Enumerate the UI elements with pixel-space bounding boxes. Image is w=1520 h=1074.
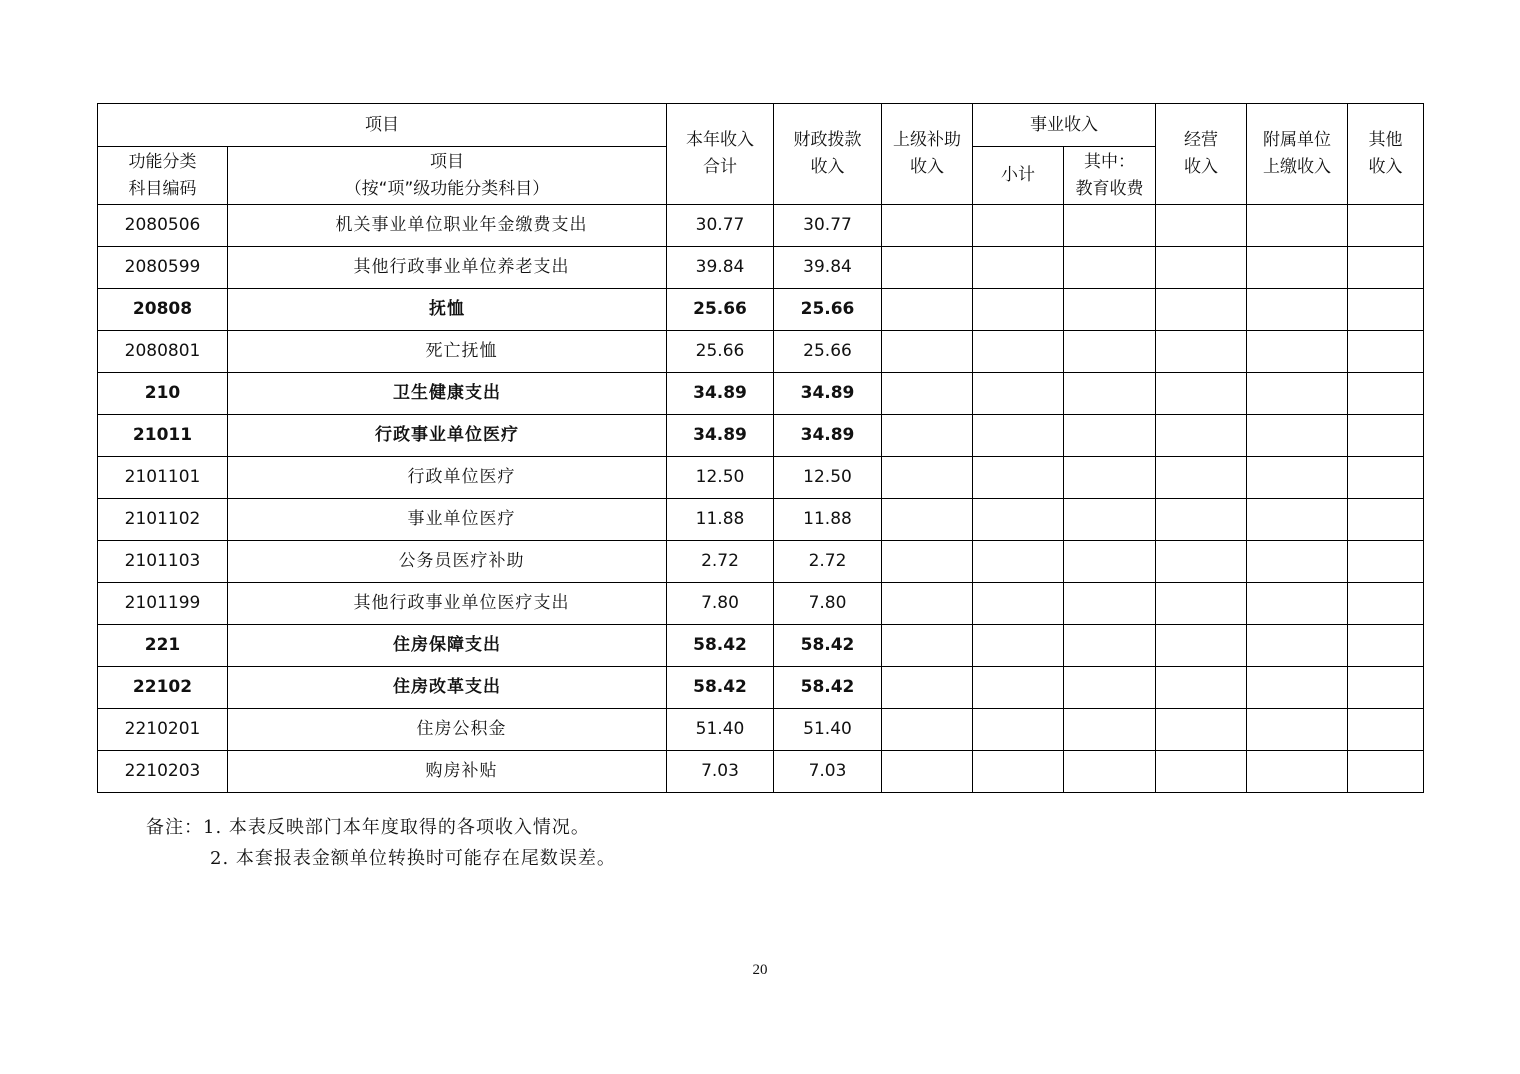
cell-name: 事业单位医疗	[228, 499, 667, 541]
cell-name: 机关事业单位职业年金缴费支出	[228, 205, 667, 247]
table-row	[98, 457, 1424, 499]
cell-code: 2210203	[98, 751, 228, 793]
header-fiscal-allocation: 财政拨款 收入	[774, 104, 882, 205]
cell-subtotal	[973, 247, 1064, 289]
cell-affiliated-units	[1247, 667, 1348, 709]
header-affiliated-units: 附属单位 上缴收入	[1247, 104, 1348, 205]
cell-affiliated-units	[1247, 289, 1348, 331]
cell-name: 住房保障支出	[228, 625, 667, 667]
cell-affiliated-units	[1247, 205, 1348, 247]
cell-subtotal	[973, 457, 1064, 499]
cell-fiscal-allocation: 58.42	[774, 625, 882, 667]
cell-subtotal	[973, 499, 1064, 541]
cell-subtotal	[973, 331, 1064, 373]
cell-superior-subsidy	[882, 373, 973, 415]
cell-subtotal	[973, 373, 1064, 415]
cell-education-fees	[1064, 247, 1156, 289]
cell-code: 221	[98, 625, 228, 667]
cell-name: 行政事业单位医疗	[228, 415, 667, 457]
cell-operating-income	[1156, 583, 1247, 625]
cell-fiscal-allocation: 34.89	[774, 373, 882, 415]
table-row	[98, 667, 1424, 709]
table-row	[98, 499, 1424, 541]
cell-name: 抚恤	[228, 289, 667, 331]
cell-name: 公务员医疗补助	[228, 541, 667, 583]
cell-education-fees	[1064, 499, 1156, 541]
cell-superior-subsidy	[882, 205, 973, 247]
table-row	[98, 541, 1424, 583]
table-row	[98, 331, 1424, 373]
cell-name: 住房改革支出	[228, 667, 667, 709]
table-body	[98, 205, 1424, 793]
cell-fiscal-allocation: 39.84	[774, 247, 882, 289]
note-line-1: 备注：1. 本表反映部门本年度取得的各项收入情况。	[146, 817, 590, 838]
header-business-income: 事业收入	[973, 104, 1156, 147]
header-total-income: 本年收入 合计	[667, 104, 774, 205]
cell-subtotal	[973, 751, 1064, 793]
cell-other-income	[1348, 541, 1424, 583]
header-project: 项目	[98, 104, 667, 147]
cell-total-income: 25.66	[667, 289, 774, 331]
cell-code: 2210201	[98, 709, 228, 751]
cell-education-fees	[1064, 625, 1156, 667]
cell-superior-subsidy	[882, 331, 973, 373]
table-row	[98, 751, 1424, 793]
cell-total-income: 2.72	[667, 541, 774, 583]
cell-fiscal-allocation: 7.80	[774, 583, 882, 625]
cell-total-income: 30.77	[667, 205, 774, 247]
cell-total-income: 25.66	[667, 331, 774, 373]
cell-subtotal	[973, 625, 1064, 667]
cell-operating-income	[1156, 667, 1247, 709]
cell-education-fees	[1064, 457, 1156, 499]
cell-name: 行政单位医疗	[228, 457, 667, 499]
cell-fiscal-allocation: 7.03	[774, 751, 882, 793]
cell-superior-subsidy	[882, 457, 973, 499]
cell-affiliated-units	[1247, 499, 1348, 541]
cell-code: 20808	[98, 289, 228, 331]
cell-other-income	[1348, 499, 1424, 541]
cell-subtotal	[973, 205, 1064, 247]
cell-total-income: 34.89	[667, 373, 774, 415]
cell-education-fees	[1064, 751, 1156, 793]
cell-superior-subsidy	[882, 499, 973, 541]
cell-affiliated-units	[1247, 247, 1348, 289]
cell-other-income	[1348, 667, 1424, 709]
cell-operating-income	[1156, 415, 1247, 457]
cell-total-income: 11.88	[667, 499, 774, 541]
cell-operating-income	[1156, 373, 1247, 415]
cell-name: 死亡抚恤	[228, 331, 667, 373]
cell-superior-subsidy	[882, 751, 973, 793]
cell-fiscal-allocation: 34.89	[774, 415, 882, 457]
header-item-name: 项目 （按“项”级功能分类科目）	[228, 147, 667, 205]
cell-operating-income	[1156, 457, 1247, 499]
cell-name: 住房公积金	[228, 709, 667, 751]
cell-fiscal-allocation: 12.50	[774, 457, 882, 499]
header-superior-subsidy: 上级补助 收入	[882, 104, 973, 205]
cell-total-income: 39.84	[667, 247, 774, 289]
cell-operating-income	[1156, 247, 1247, 289]
cell-code: 2101103	[98, 541, 228, 583]
cell-education-fees	[1064, 583, 1156, 625]
cell-education-fees	[1064, 667, 1156, 709]
cell-code: 22102	[98, 667, 228, 709]
cell-total-income: 51.40	[667, 709, 774, 751]
cell-subtotal	[973, 541, 1064, 583]
cell-subtotal	[973, 709, 1064, 751]
cell-code: 2080599	[98, 247, 228, 289]
cell-fiscal-allocation: 30.77	[774, 205, 882, 247]
cell-affiliated-units	[1247, 709, 1348, 751]
cell-superior-subsidy	[882, 247, 973, 289]
cell-code: 2080506	[98, 205, 228, 247]
cell-other-income	[1348, 331, 1424, 373]
cell-education-fees	[1064, 373, 1156, 415]
cell-code: 2101101	[98, 457, 228, 499]
table-row	[98, 625, 1424, 667]
cell-superior-subsidy	[882, 289, 973, 331]
cell-fiscal-allocation: 25.66	[774, 331, 882, 373]
table-row	[98, 205, 1424, 247]
table-row	[98, 289, 1424, 331]
cell-other-income	[1348, 583, 1424, 625]
table-row	[98, 709, 1424, 751]
cell-education-fees	[1064, 541, 1156, 583]
table-row	[98, 415, 1424, 457]
cell-education-fees	[1064, 415, 1156, 457]
cell-other-income	[1348, 625, 1424, 667]
cell-total-income: 7.03	[667, 751, 774, 793]
cell-total-income: 7.80	[667, 583, 774, 625]
header-of-which-education: 其中： 教育收费	[1064, 147, 1156, 205]
cell-other-income	[1348, 205, 1424, 247]
income-budget-table	[97, 103, 1424, 793]
cell-superior-subsidy	[882, 709, 973, 751]
cell-name: 购房补贴	[228, 751, 667, 793]
cell-other-income	[1348, 709, 1424, 751]
table-row	[98, 373, 1424, 415]
cell-operating-income	[1156, 499, 1247, 541]
cell-operating-income	[1156, 709, 1247, 751]
cell-superior-subsidy	[882, 667, 973, 709]
cell-operating-income	[1156, 625, 1247, 667]
cell-other-income	[1348, 751, 1424, 793]
header-operating-income: 经营 收入	[1156, 104, 1247, 205]
cell-code: 2080801	[98, 331, 228, 373]
cell-total-income: 58.42	[667, 625, 774, 667]
cell-affiliated-units	[1247, 625, 1348, 667]
cell-education-fees	[1064, 709, 1156, 751]
cell-superior-subsidy	[882, 583, 973, 625]
cell-code: 2101199	[98, 583, 228, 625]
cell-name: 其他行政事业单位养老支出	[228, 247, 667, 289]
cell-code: 210	[98, 373, 228, 415]
note-line-2: 2. 本套报表金额单位转换时可能存在尾数误差。	[210, 848, 616, 869]
cell-fiscal-allocation: 25.66	[774, 289, 882, 331]
cell-fiscal-allocation: 51.40	[774, 709, 882, 751]
page-number: 20	[752, 962, 768, 978]
cell-other-income	[1348, 247, 1424, 289]
cell-name: 卫生健康支出	[228, 373, 667, 415]
cell-fiscal-allocation: 58.42	[774, 667, 882, 709]
cell-subtotal	[973, 289, 1064, 331]
cell-other-income	[1348, 415, 1424, 457]
cell-fiscal-allocation: 11.88	[774, 499, 882, 541]
cell-subtotal	[973, 667, 1064, 709]
header-subtotal: 小计	[973, 147, 1064, 205]
cell-other-income	[1348, 373, 1424, 415]
cell-affiliated-units	[1247, 541, 1348, 583]
cell-subtotal	[973, 415, 1064, 457]
cell-superior-subsidy	[882, 625, 973, 667]
notes	[146, 812, 616, 874]
cell-affiliated-units	[1247, 373, 1348, 415]
cell-operating-income	[1156, 331, 1247, 373]
cell-operating-income	[1156, 289, 1247, 331]
cell-affiliated-units	[1247, 331, 1348, 373]
cell-superior-subsidy	[882, 415, 973, 457]
cell-fiscal-allocation: 2.72	[774, 541, 882, 583]
cell-education-fees	[1064, 331, 1156, 373]
cell-affiliated-units	[1247, 457, 1348, 499]
cell-total-income: 12.50	[667, 457, 774, 499]
header-func-code: 功能分类 科目编码	[98, 147, 228, 205]
cell-superior-subsidy	[882, 541, 973, 583]
cell-subtotal	[973, 583, 1064, 625]
cell-code: 2101102	[98, 499, 228, 541]
table-row	[98, 247, 1424, 289]
cell-other-income	[1348, 289, 1424, 331]
cell-name: 其他行政事业单位医疗支出	[228, 583, 667, 625]
table-row	[98, 583, 1424, 625]
cell-total-income: 58.42	[667, 667, 774, 709]
cell-total-income: 34.89	[667, 415, 774, 457]
cell-code: 21011	[98, 415, 228, 457]
cell-education-fees	[1064, 205, 1156, 247]
cell-operating-income	[1156, 751, 1247, 793]
header-other-income: 其他 收入	[1348, 104, 1424, 205]
cell-affiliated-units	[1247, 415, 1348, 457]
cell-affiliated-units	[1247, 751, 1348, 793]
cell-education-fees	[1064, 289, 1156, 331]
cell-operating-income	[1156, 541, 1247, 583]
cell-affiliated-units	[1247, 583, 1348, 625]
cell-operating-income	[1156, 205, 1247, 247]
cell-other-income	[1348, 457, 1424, 499]
